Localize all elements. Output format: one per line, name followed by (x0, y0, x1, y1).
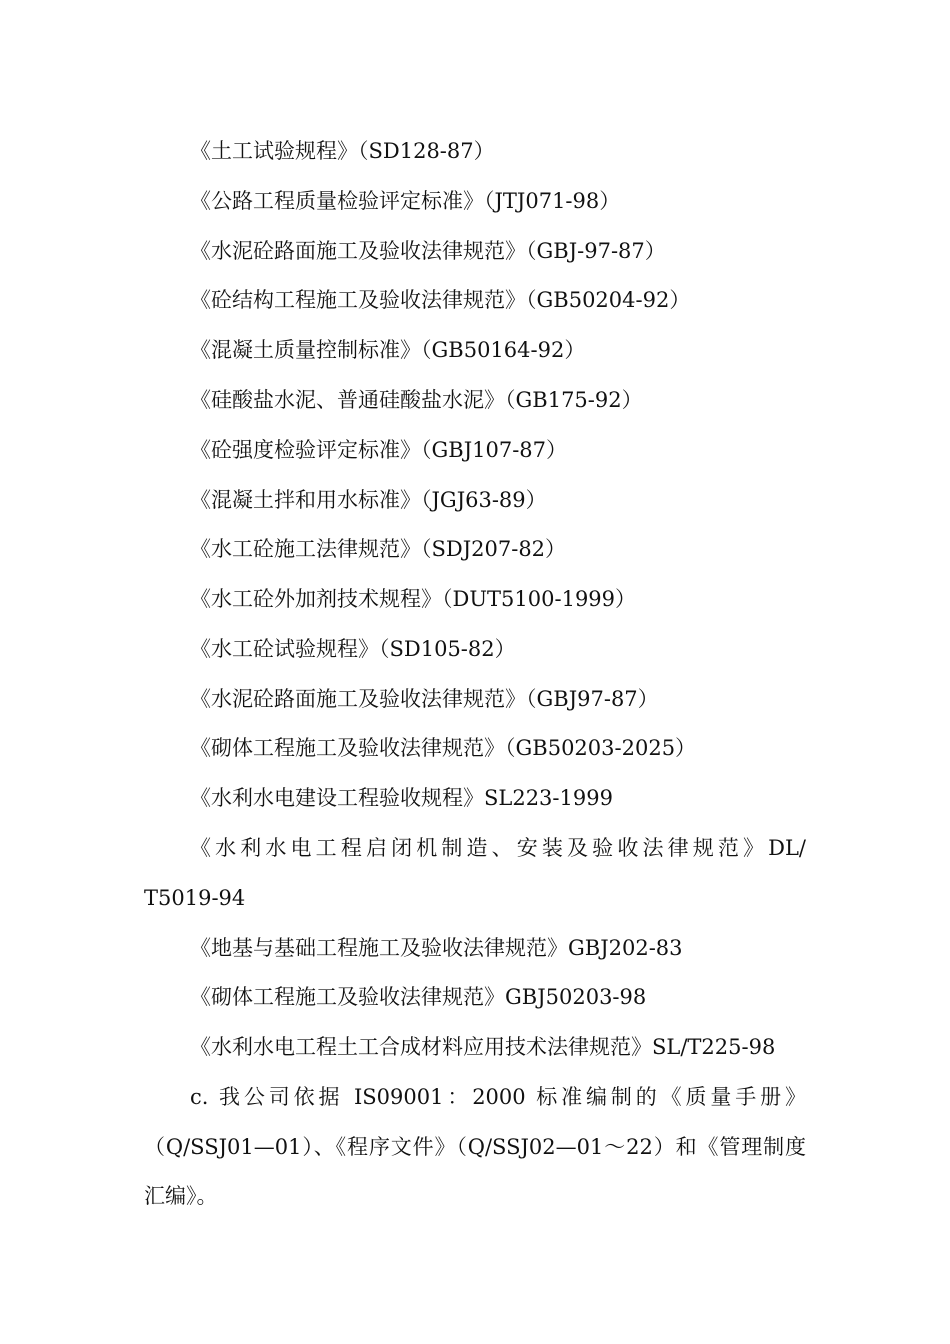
standard-line: 《公路工程质量检验评定标准》（JTJ071-98） (190, 189, 621, 213)
standard-line: 《砌体工程施工及验收法律规范》GBJ50203-98 (190, 985, 647, 1009)
standard-line: 《砼强度检验评定标准》（GBJ107-87） (190, 438, 568, 462)
standard-line: 《水泥砼路面施工及验收法律规范》（GBJ-97-87） (190, 239, 666, 263)
paragraph-c-line-2: （Q/SSJ01—01）、《程序文件》（Q/SSJ02—01～22）和《管理制度 (144, 1135, 806, 1159)
standard-line: 《水工砼试验规程》（SD105-82） (190, 637, 516, 661)
standard-line: 《水工砼施工法律规范》（SDJ207-82） (190, 537, 567, 561)
wrapped-standard-line-1: 《水利水电工程启闭机制造、安装及验收法律规范》DL/ (190, 836, 806, 860)
paragraph-c-line-1: c. 我公司依据 IS09001：2000 标准编制的《质量手册》 (190, 1085, 806, 1109)
standard-line: 《硅酸盐水泥、普通硅酸盐水泥》（GB175-92） (190, 388, 643, 412)
standard-line: 《混凝土质量控制标准》（GB50164-92） (190, 338, 586, 362)
standard-line: 《混凝土拌和用水标准》（JGJ63-89） (190, 488, 547, 512)
standard-line: 《土工试验规程》（SD128-87） (190, 139, 495, 163)
standard-line: 《地基与基础工程施工及验收法律规范》GBJ202-83 (190, 936, 683, 960)
standard-line: 《砌体工程施工及验收法律规范》（GB50203-2025） (190, 736, 697, 760)
standard-line: 《水泥砼路面施工及验收法律规范》（GBJ97-87） (190, 687, 659, 711)
wrapped-standard-line-2: T5019-94 (144, 886, 246, 910)
standard-line: 《水工砼外加剂技术规程》（DUT5100-1999） (190, 587, 637, 611)
paragraph-c-line-3: 汇编》。 (144, 1184, 218, 1208)
standard-line: 《水利水电建设工程验收规程》SL223-1999 (190, 786, 613, 810)
standard-line: 《砼结构工程施工及验收法律规范》（GB50204-92） (190, 288, 691, 312)
standard-line: 《水利水电工程土工合成材料应用技术法律规范》SL/T225-98 (190, 1035, 776, 1059)
